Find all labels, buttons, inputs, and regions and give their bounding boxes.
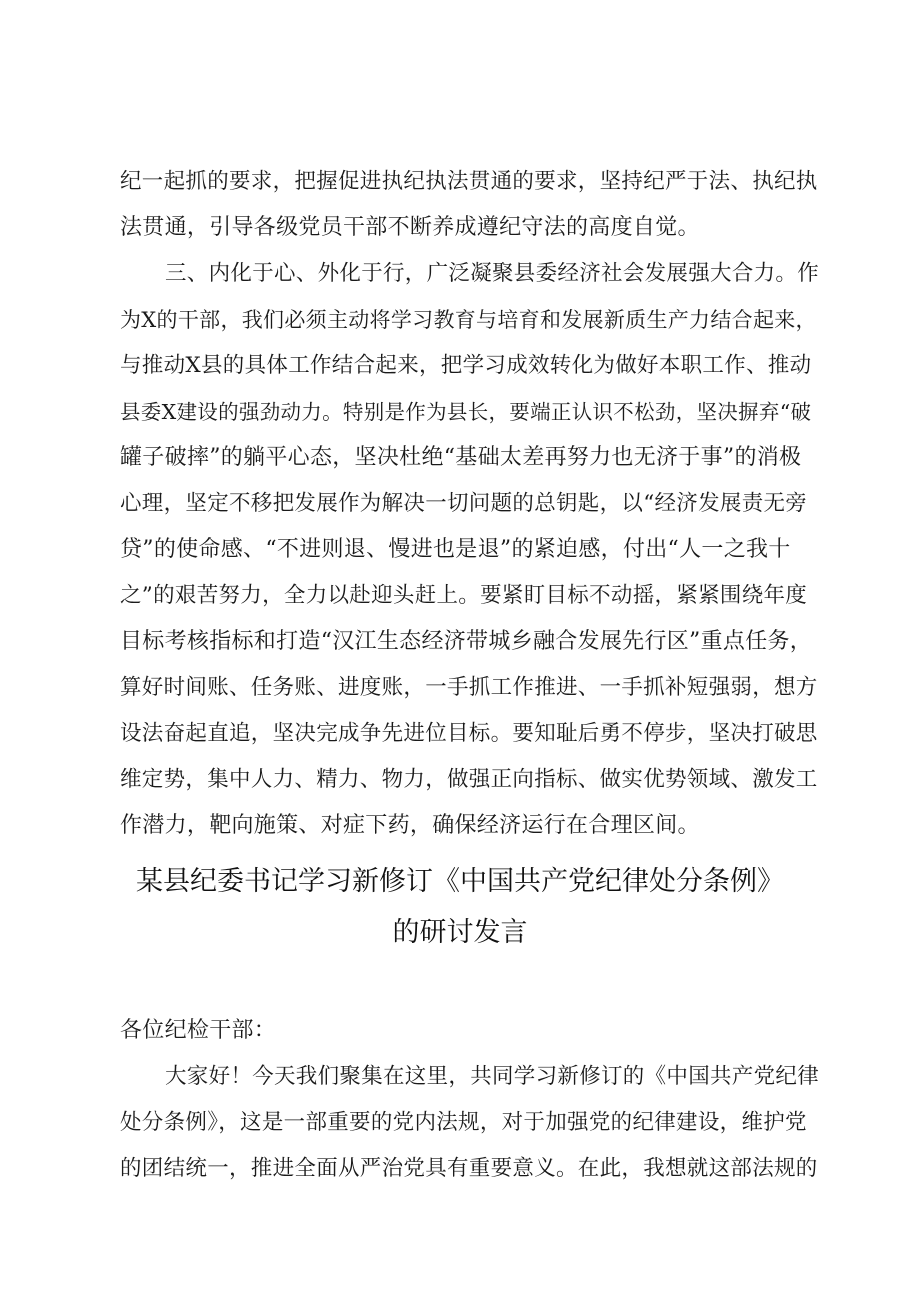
article-title-line1: 某县纪委书记学习新修订《中国共产党纪律处分条例》 <box>136 866 784 897</box>
article-title-line2: 的研讨发言 <box>392 917 528 948</box>
text-line: 目标考核指标和打造“汉江生态经济带城乡融合发展先行区”重点任务， <box>120 629 813 654</box>
text-line: 算好时间账、任务账、进度账，一手抓工作推进、一手抓补短强弱，想方 <box>120 675 818 700</box>
text-line: 维定势，集中人力、精力、物力，做强正向指标、做实优势领域、激发工 <box>120 767 818 792</box>
text-line: 作潜力，靶向施策、对症下药，确保经济运行在合理区间。 <box>120 813 700 838</box>
text-line: 与推动X县的具体工作结合起来，把学习成效转化为做好本职工作、推动 <box>120 353 812 378</box>
text-line: 为X的干部，我们必须主动将学习教育与培育和发展新质生产力结合起来， <box>120 308 817 332</box>
text-line: 县委X建设的强劲动力。特别是作为县长，要端正认识不松劲，坚决摒弃“破 <box>120 400 812 424</box>
text-line: 贷”的使命感、“不进则退、慢进也是退”的紧迫感，付出“人一之我十 <box>120 537 791 562</box>
text-line: 罐子破摔”的躺平心态，坚决杜绝“基础太差再努力也无济于事”的消极 <box>120 445 802 470</box>
text-line: 之”的艰苦努力，全力以赴迎头赶上。要紧盯目标不动摇，紧紧围绕年度 <box>120 583 808 608</box>
text-line: 法贯通，引导各级党员干部不断养成遵纪守法的高度自觉。 <box>120 215 700 240</box>
text-line: 大家好！今天我们聚集在这里，共同学习新修订的《中国共产党纪律 <box>165 1064 820 1089</box>
text-line: 纪一起抓的要求，把握促进执纪执法贯通的要求，坚持纪严于法、执纪执 <box>120 169 818 194</box>
text-line: 设法奋起直追，坚决完成争先进位目标。要知耻后勇不停步，坚决打破思 <box>120 721 818 746</box>
section-heading-line: 三、内化于心、外化于行，广泛凝聚县委经济社会发展强大合力。作 <box>165 261 820 286</box>
text-line: 的团结统一，推进全面从严治党具有重要意义。在此，我想就这部法规的 <box>120 1156 818 1181</box>
text-line: 心理，坚定不移把发展作为解决一切问题的总钥匙，以“经济发展责无旁 <box>120 491 808 516</box>
text-line: 处分条例》，这是一部重要的党内法规，对于加强党的纪律建设，维护党 <box>120 1110 807 1135</box>
salutation: 各位纪检干部： <box>120 1018 277 1043</box>
